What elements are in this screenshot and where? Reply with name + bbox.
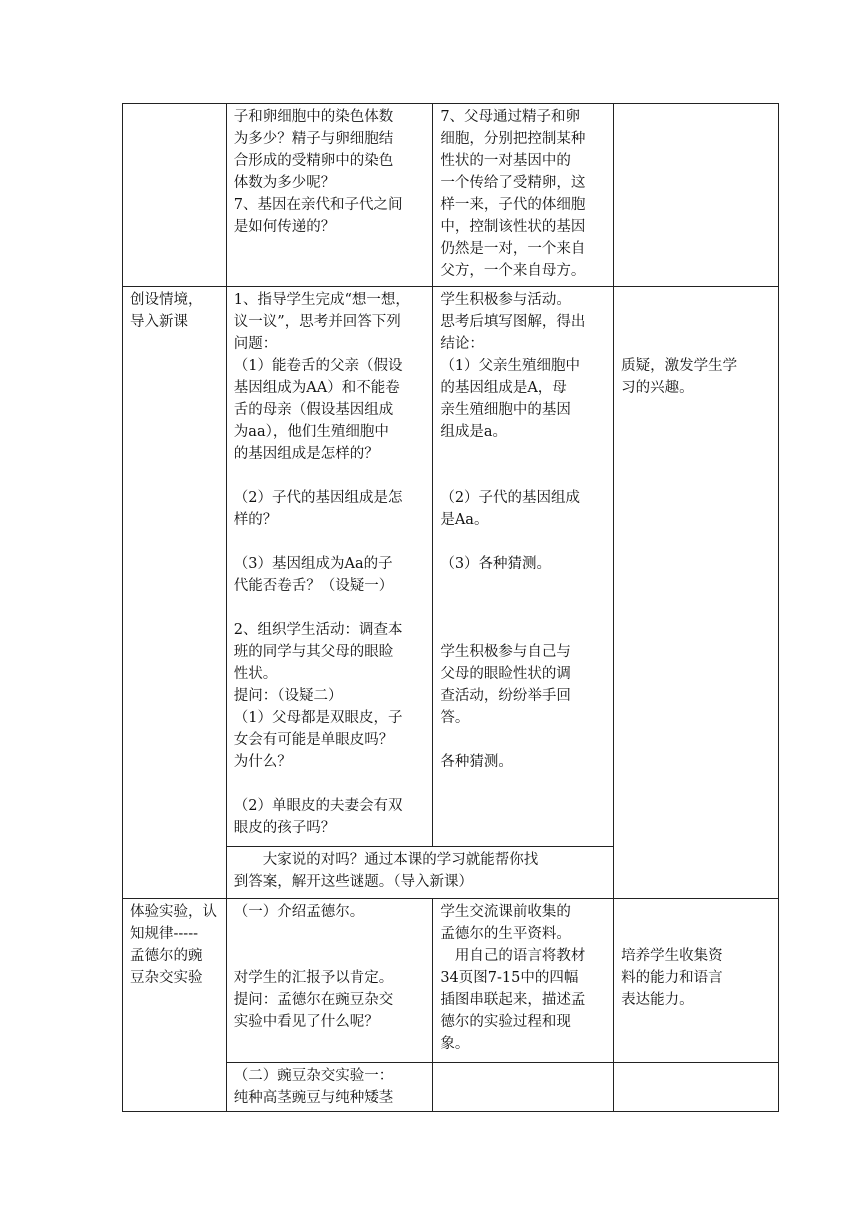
teacher-activity-cell: 1、指导学生完成“想一想， 议一议”，思考并回答下列 问题： （1）能卷舌的父亲（假设 基因组成为AA）和不能卷 舌的母亲（假设基因组成 为aa），他们生殖细胞中 的基因组成是怎样的？ （2）子代的基因组成是怎 样的？ （3）基因组成为Aa的子 代能否卷舌？（设疑一） 2、组织学生活动：调查本 班的同学与其父母的眼睑 性状。 提问：（设疑二） （1）父母都是双眼皮，子 女会有可能是单眼皮吗？ 为什么？ （2）单眼皮的夫妻会有双 眼皮的孩子吗？ [226,287,433,847]
teacher-activity-cell: （二）豌豆杂交实验一： 纯种高茎豌豆与纯种矮茎 [226,1063,433,1112]
table-row [123,899,779,1063]
table-row [123,287,779,847]
lesson-plan-table [122,103,779,1112]
teacher-activity-cell: 子和卵细胞中的染色体数 为多少？精子与卵细胞结 合形成的受精卵中的染色 体数为多少呢？ 7、基因在亲代和子代之间 是如何传递的？ [226,104,433,287]
design-purpose-cell [614,104,779,287]
student-activity-cell: 学生交流课前收集的 孟德尔的生平资料。 用自己的语言将教材 34页图7-15中的四幅 插图串联起来，描述孟 德尔的实验过程和现 象。 [433,899,614,1063]
table-row [123,104,779,287]
student-activity-cell [433,1063,614,1112]
lead-in-cell: 大家说的对吗？通过本课的学习就能帮你找 到答案，解开这些谜题。（导入新课） [226,847,613,899]
design-purpose-cell: 培养学生收集资 料的能力和语言 表达能力。 [614,899,779,1063]
design-purpose-cell [614,1063,779,1112]
student-activity-cell: 7、父母通过精子和卵 细胞，分别把控制某种 性状的一对基因中的 一个传给了受精卵，这 样一来，子代的体细胞 中，控制该性状的基因 仍然是一对，一个来自 父方，一个来自母方。 [433,104,614,287]
teacher-activity-cell: （一）介绍孟德尔。 对学生的汇报予以肯定。 提问：孟德尔在豌豆杂交 实验中看见了什么呢？ [226,899,433,1063]
stage-cell: 体验实验，认 知规律----- 孟德尔的豌 豆杂交实验 [123,899,227,1112]
stage-cell: 创设情境， 导入新课 [123,287,227,899]
design-purpose-cell: 质疑，激发学生学 习的兴趣。 [614,287,779,899]
student-activity-cell: 学生积极参与活动。 思考后填写图解，得出 结论： （1）父亲生殖细胞中 的基因组成是A，母 亲生殖细胞中的基因 组成是a。 （2）子代的基因组成 是Aa。 （3）各种猜测。 学生积极参与自己与 父母的眼睑性状的调 查活动，纷纷举手回 答。 各种猜测。 [433,287,614,847]
stage-cell [123,104,227,287]
